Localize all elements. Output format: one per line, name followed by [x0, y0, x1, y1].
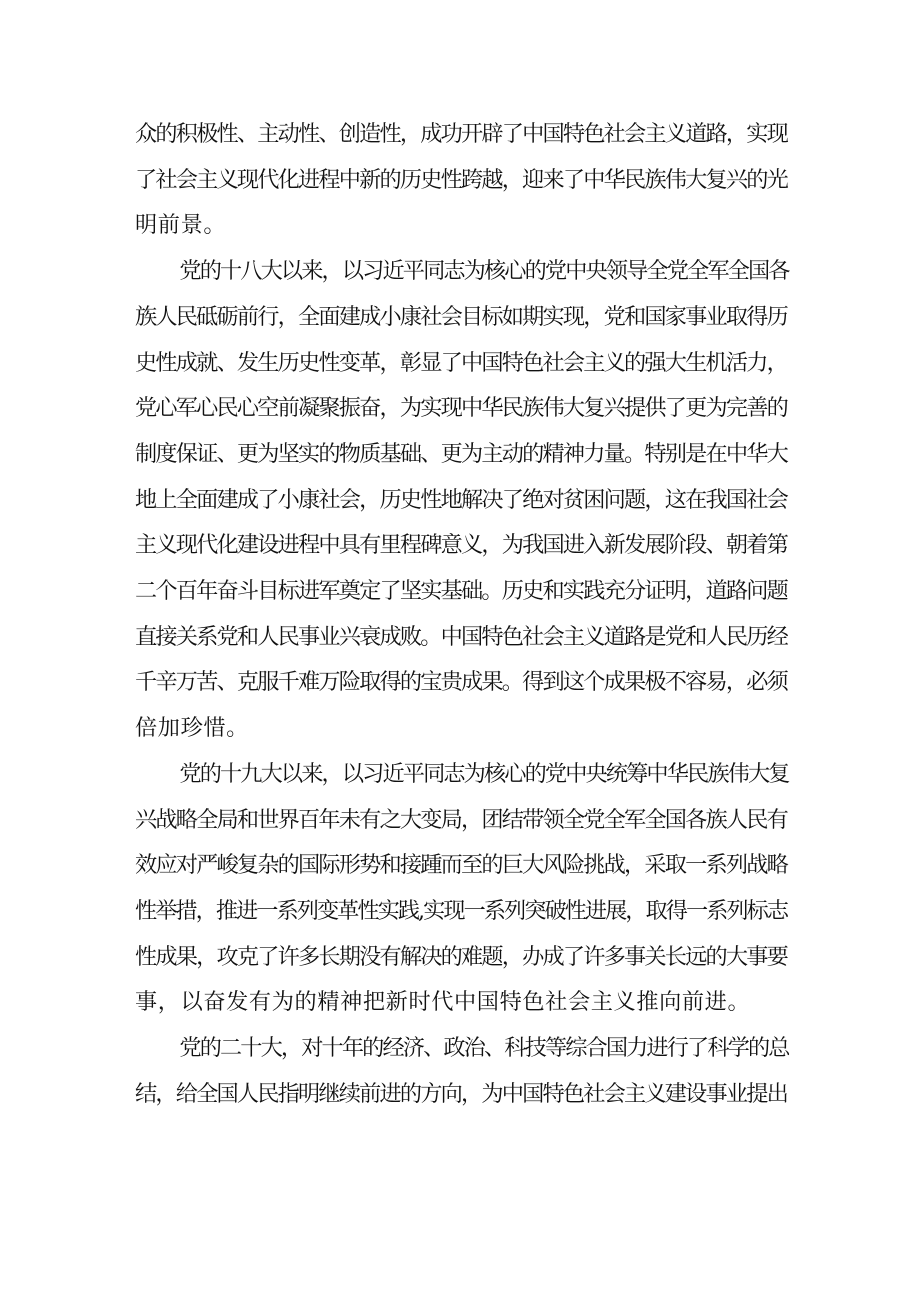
- text-line: 主义现代化建设进程中具有里程碑意义，为我国进入新发展阶段、朝着第: [135, 532, 787, 559]
- text-line: 二个百年奋斗目标进军奠定了坚实基础。历史和实践充分证明，道路问题: [135, 578, 787, 605]
- text-line: 兴战略全局和世界百年未有之大变局，团结带领全党全军全国各族人民有: [135, 806, 787, 833]
- text-line: 效应对严峻复杂的国际形势和接踵而至的巨大风险挑战，采取一系列战略: [135, 852, 787, 879]
- text-line: 明前景。: [135, 212, 227, 239]
- text-line: 倍加珍惜。: [135, 715, 249, 742]
- text-line: 直接关系党和人民事业兴衰成败。中国特色社会主义道路是党和人民历经: [135, 623, 787, 650]
- paragraph-1: [135, 112, 787, 249]
- text-line: 地上全面建成了小康社会，历史性地解决了绝对贫困问题，这在我国社会: [135, 486, 787, 513]
- text-line: 千辛万苦、克服千难万险取得的宝贵成果。得到这个成果极不容易，必须: [135, 669, 787, 696]
- text-line: 党的十八大以来，以习近平同志为核心的党中央领导全党全军全国各: [179, 258, 787, 285]
- text-line: 性成果，攻克了许多长期没有解决的难题，办成了许多事关长远的大事要: [135, 943, 787, 970]
- text-line: 性举措，推进一系列变革性实践,实现一系列突破性进展，取得一系列标志: [135, 897, 787, 924]
- document-body: [135, 112, 787, 1117]
- text-line: 制度保证、更为坚实的物质基础、更为主动的精神力量。特别是在中华大: [135, 440, 787, 467]
- text-line: 众的积极性、主动性、创造性，成功开辟了中国特色社会主义道路，实现: [135, 121, 787, 147]
- text-line: 党的十九大以来，以习近平同志为核心的党中央统筹中华民族伟大复: [179, 760, 787, 787]
- paragraph-3: [135, 752, 787, 1026]
- text-line: 了社会主义现代化进程中新的历史性跨越，迎来了中华民族伟大复兴的光: [135, 166, 787, 193]
- paragraph-4: [135, 1026, 787, 1117]
- text-line: 史性成就、发生历史性变革，彰显了中国特色社会主义的强大生机活力，: [135, 349, 787, 376]
- text-line: 党心军心民心空前凝聚振奋，为实现中华民族伟大复兴提供了更为完善的: [135, 395, 787, 422]
- text-line: 族人民砥砺前行，全面建成小康社会目标如期实现，党和国家事业取得历: [135, 303, 787, 330]
- paragraph-2: [135, 249, 787, 752]
- text-line: 事，以奋发有为的精神把新时代中国特色社会主义推向前进。: [135, 989, 751, 1016]
- text-line: 党的二十大，对十年的经济、政治、科技等综合国力进行了科学的总: [179, 1035, 787, 1062]
- text-line: 结，给全国人民指明继续前进的方向，为中国特色社会主义建设事业提出: [135, 1080, 787, 1107]
